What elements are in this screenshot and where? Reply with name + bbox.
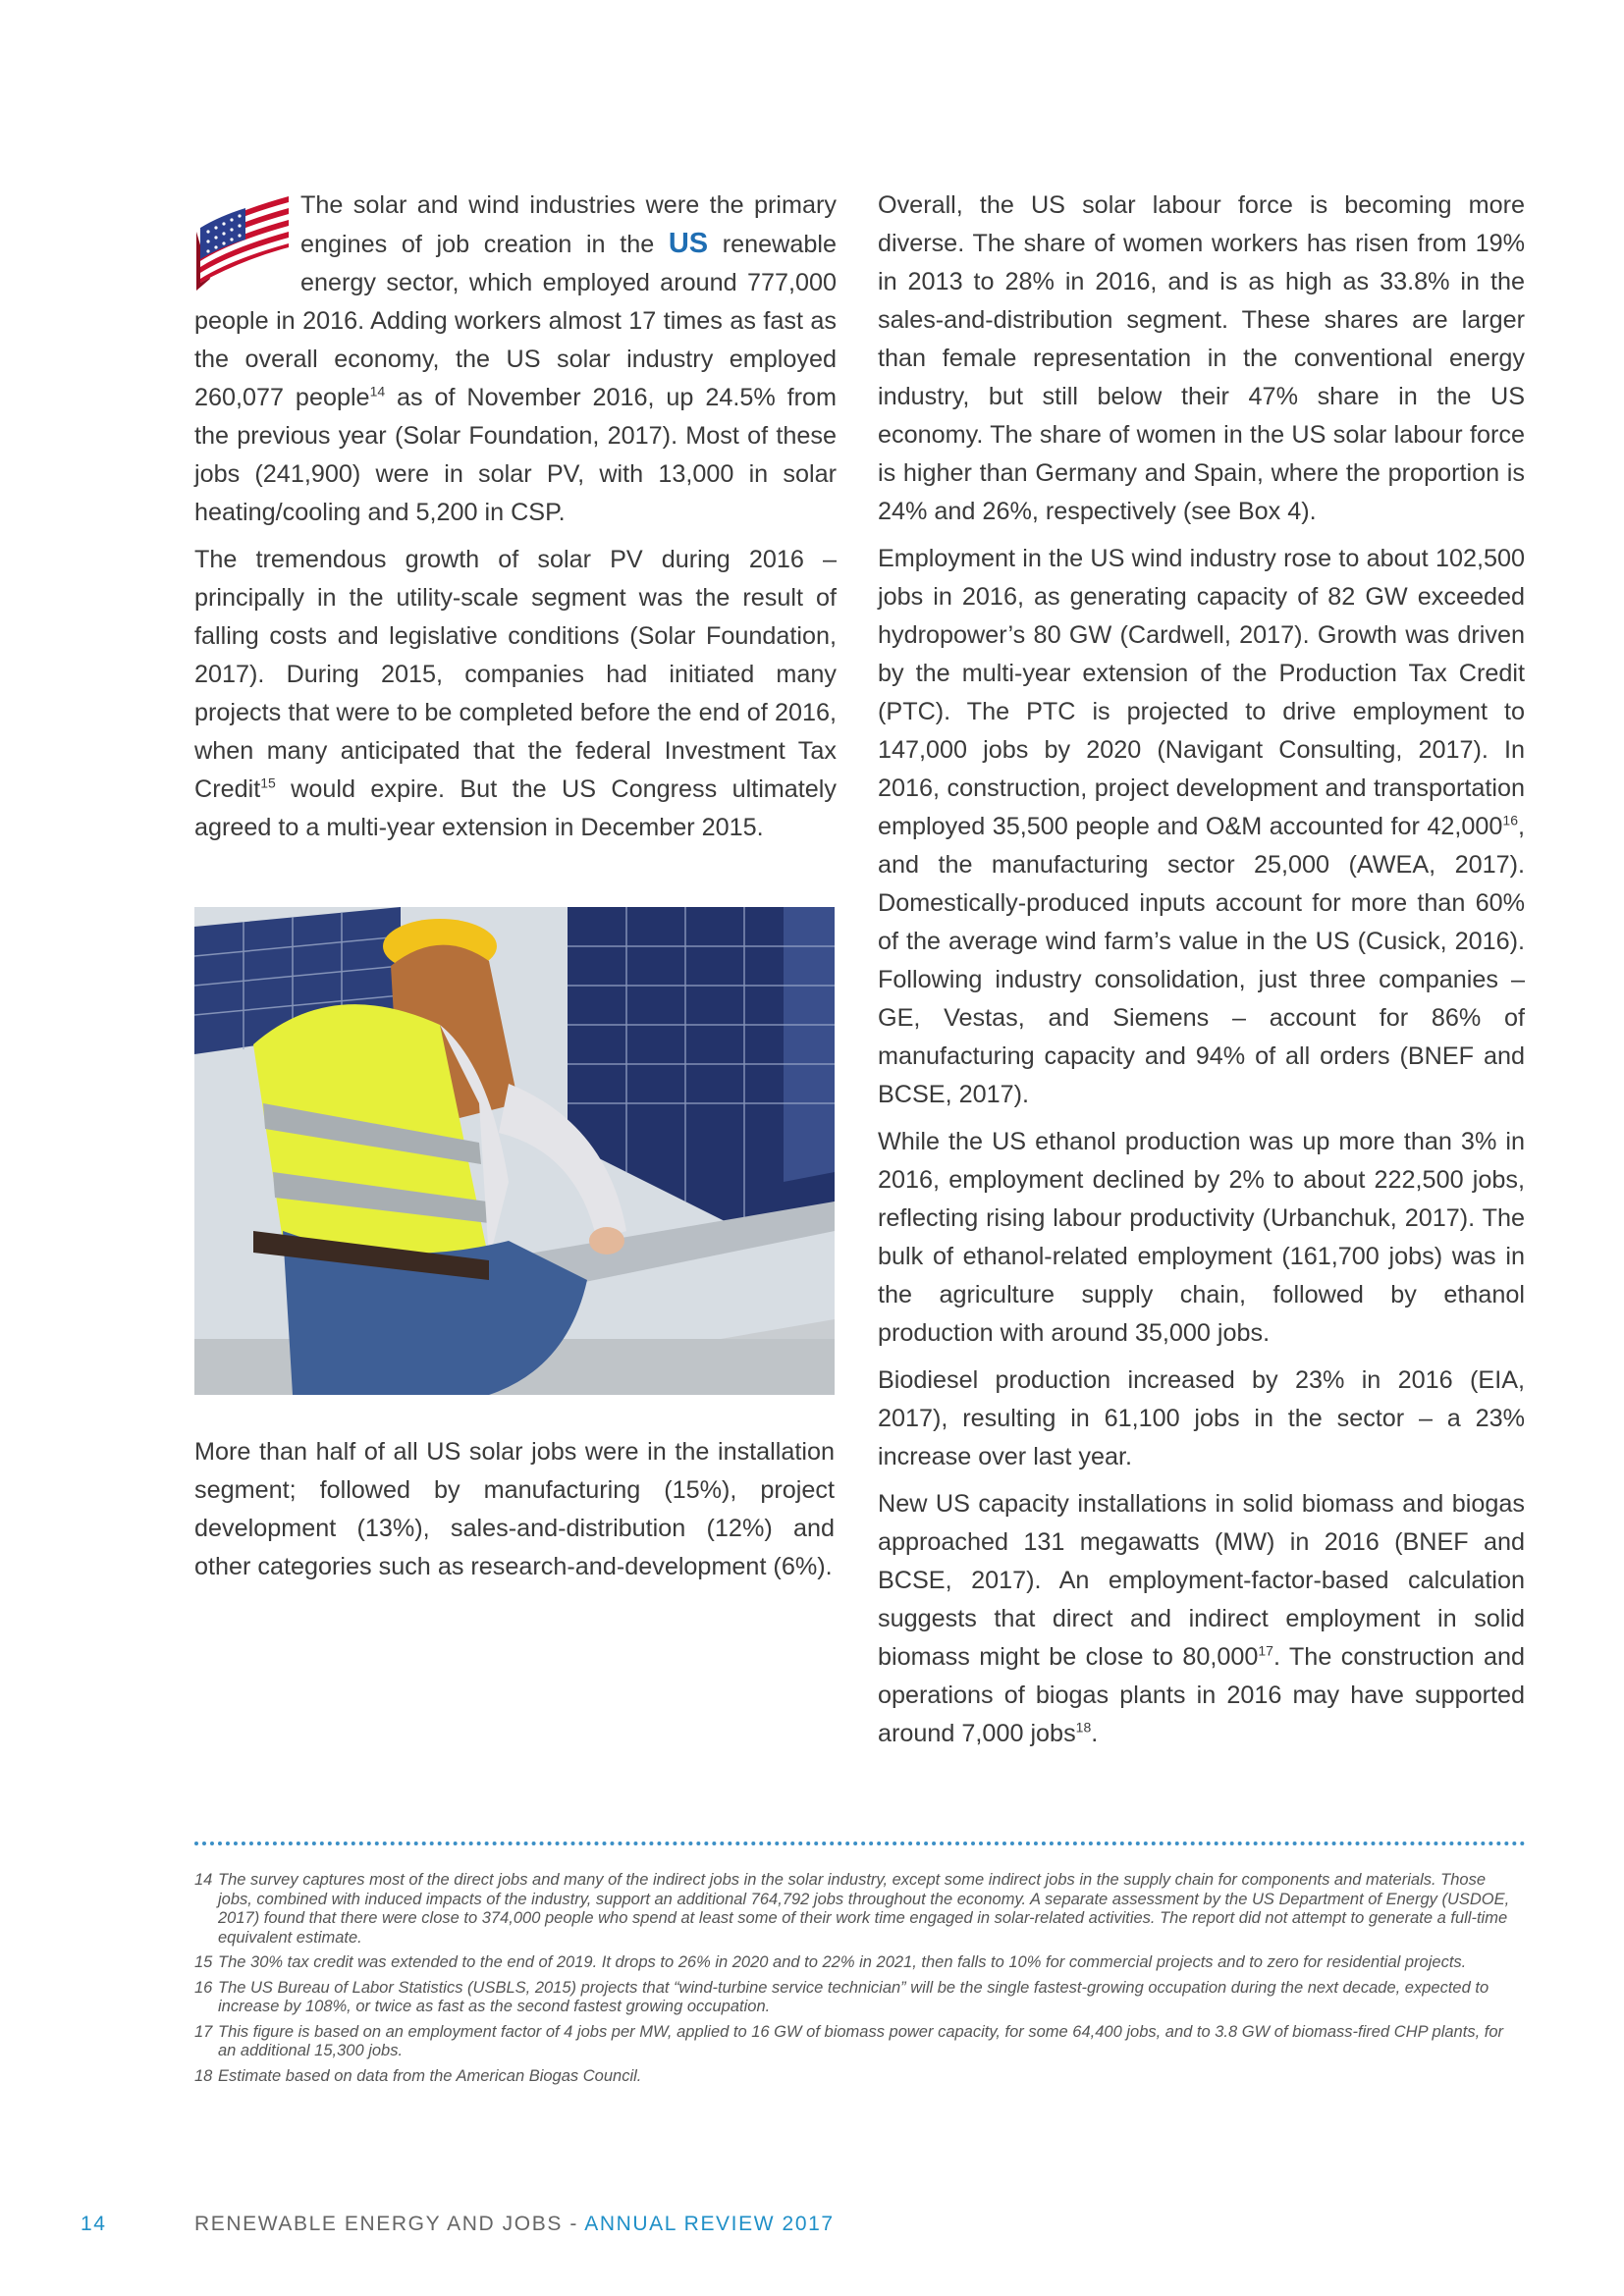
wind-text-end: , and the manufacturing sector 25,000 (AWEA, 2017). Domestically-produced inputs account for more than 60% of the average wind farm’s value in the US (Cusick, 2016). Following industry consolidation, just three companies – GE, Vestas, and Siemens – account for 86% of manufacturing capacity and 94% of all orders (BNEF and BCSE, 2017). xyxy=(878,813,1525,1108)
biomass-text: New US capacity installations in solid biomass and biogas approached 131 megawatts (MW) in 2016 (BNEF and BCSE, 2017). An employment-factor-based calculation suggests that direct and indirect employment in solid biomass might be close to 80,000 xyxy=(878,1490,1525,1671)
footnote-number: 16 xyxy=(194,1978,213,1997)
ethanol-paragraph: While the US ethanol production was up more than 3% in 2016, employment declined by 2% to about 222,500 jobs, reflecting rising labour productivity (Urbanchuk, 2017). The bulk of ethanol-related employment (161,700 jobs) was in the agriculture supply chain, followed by ethanol production with around 35,000 jobs. xyxy=(878,1128,1525,1347)
installation-jobs-block xyxy=(194,1433,835,1595)
biomass-text-middle: . The construction and operations of biogas plants in 2016 may have supported around 7,000 jobs xyxy=(878,1643,1525,1747)
footnote-divider xyxy=(194,1842,1526,1845)
installation-jobs-paragraph: More than half of all US solar jobs were in the installation segment; followed by manufacturing (15%), project development (13%), sales-and-distribution (12%) and other categories such as research-and-development (6%). xyxy=(194,1438,835,1580)
footnote-ref-17: 17 xyxy=(1258,1642,1273,1659)
solar-growth-text-end: would expire. But the US Congress ultimately agreed to a multi-year extension in December 2015. xyxy=(194,775,837,841)
footnote-18 xyxy=(194,2067,1510,2087)
right-column xyxy=(878,187,1525,1762)
footnote-text: This figure is based on an employment factor of 4 jobs per MW, applied to 16 GW of biomass power capacity, for some 64,400 jobs, and to 3.8 GW of biomass-fired CHP plants, for an additional 15,300 jobs. xyxy=(218,2022,1503,2059)
footnote-text: Estimate based on data from the American Biogas Council. xyxy=(218,2066,642,2085)
solar-installer-photo xyxy=(194,907,835,1395)
footnote-text: The 30% tax credit was extended to the end of 2019. It drops to 26% in 2020 and to 22% in 2021, then falls to 10% for commercial projects and to zero for residential projects. xyxy=(218,1953,1467,1971)
footnote-16 xyxy=(194,1979,1510,2017)
footnote-number: 15 xyxy=(194,1953,213,1971)
footnote-text: The US Bureau of Labor Statistics (USBLS, 2015) projects that “wind-turbine service technician” will be the single fastest-growing occupation during the next decade, expected to increase by 108%, or twice as fast as the second fastest growing occupation. xyxy=(218,1978,1489,2015)
running-title-accent: ANNUAL REVIEW 2017 xyxy=(584,2213,835,2235)
footnote-15 xyxy=(194,1953,1510,1973)
footnote-text: The survey captures most of the direct jobs and many of the indirect jobs in the solar industry, except some indirect jobs in the supply chain for components and materials. Those jobs, combined with induced impacts of the industry, support an additional 764,792 jobs throughout the economy. A separate assessment by the US Department of Energy (USDOE, 2017) found that there were close to 374,000 people who spend at least some of their work time engaged in solar-related activities. The report did not attempt to generate a full-time equivalent estimate. xyxy=(218,1871,1510,1947)
us-flag-graphic xyxy=(192,188,295,294)
biomass-paragraph xyxy=(878,1485,1525,1753)
footnote-ref-18: 18 xyxy=(1075,1719,1092,1735)
footnote-number: 18 xyxy=(194,2066,213,2085)
biodiesel-paragraph: Biodiesel production increased by 23% in 2016 (EIA, 2017), resulting in 61,100 jobs in the sector – a 23% increase over last year. xyxy=(878,1366,1525,1470)
footnote-number: 17 xyxy=(194,2022,213,2041)
footnote-14 xyxy=(194,1871,1510,1948)
page-footer xyxy=(0,2213,1624,2242)
intro-text-end: as of November 2016, up 24.5% from the previous year (Solar Foundation, 2017). Most of these jobs (241,900) were in solar PV, with 13,000 in solar heating/cooling and 5,200 in CSP. xyxy=(194,384,837,526)
biomass-text-end: . xyxy=(1091,1720,1099,1747)
wind-paragraph xyxy=(878,540,1525,1114)
footnote-ref-14: 14 xyxy=(369,383,386,400)
left-column xyxy=(194,187,837,856)
footnote-ref-15: 15 xyxy=(260,774,276,791)
footnotes-section xyxy=(194,1871,1510,2092)
intro-text-middle: renewable energy sector, which employed around 777,000 people in 2016. Adding workers almost 17 times as fast as the overall economy, the US solar industry employed 260,077 people xyxy=(194,231,837,411)
photo-illustration xyxy=(194,907,835,1395)
page-number: 14 xyxy=(81,2213,107,2235)
intro-paragraph xyxy=(194,187,837,532)
us-highlight: US xyxy=(668,228,709,259)
intro-text-start: The solar and wind industries were the primary engines of job creation in the xyxy=(300,191,837,258)
diversity-paragraph: Overall, the US solar labour force is becoming more diverse. The share of women workers has risen from 19% in 2013 to 28% in 2016, and is as high as 33.8% in the sales-and-distribution segment. These shares are larger than female representation in the conventional energy industry, but still below their 47% share in the US economy. The share of women in the US solar labour force is higher than Germany and Spain, where the proportion is 24% and 26%, respectively (see Box 4). xyxy=(878,191,1525,525)
solar-growth-text: The tremendous growth of solar PV during 2016 – principally in the utility-scale segment was the result of falling costs and legislative conditions (Solar Foundation, 2017). During 2015, companies had initiated many projects that were to be completed before the end of 2016, when many anticipated that the federal Investment Tax Credit xyxy=(194,546,837,803)
us-flag-icon xyxy=(192,188,295,294)
running-title xyxy=(194,2213,835,2236)
footnote-number: 14 xyxy=(194,1871,213,1889)
wind-text: Employment in the US wind industry rose to about 102,500 jobs in 2016, as generating capacity of 82 GW exceeded hydropower’s 80 GW (Cardwell, 2017). Growth was driven by the multi-year extension of the Production Tax Credit (PTC). The PTC is projected to drive employment to 147,000 jobs by 2020 (Navigant Consulting, 2017). In 2016, construction, project development and transportation employed 35,500 people and O&M accounted for 42,000 xyxy=(878,545,1525,840)
solar-growth-paragraph xyxy=(194,541,837,847)
running-title-main: RENEWABLE ENERGY AND JOBS - xyxy=(194,2213,585,2235)
footnote-ref-16: 16 xyxy=(1502,812,1518,828)
footnote-17 xyxy=(194,2023,1510,2061)
